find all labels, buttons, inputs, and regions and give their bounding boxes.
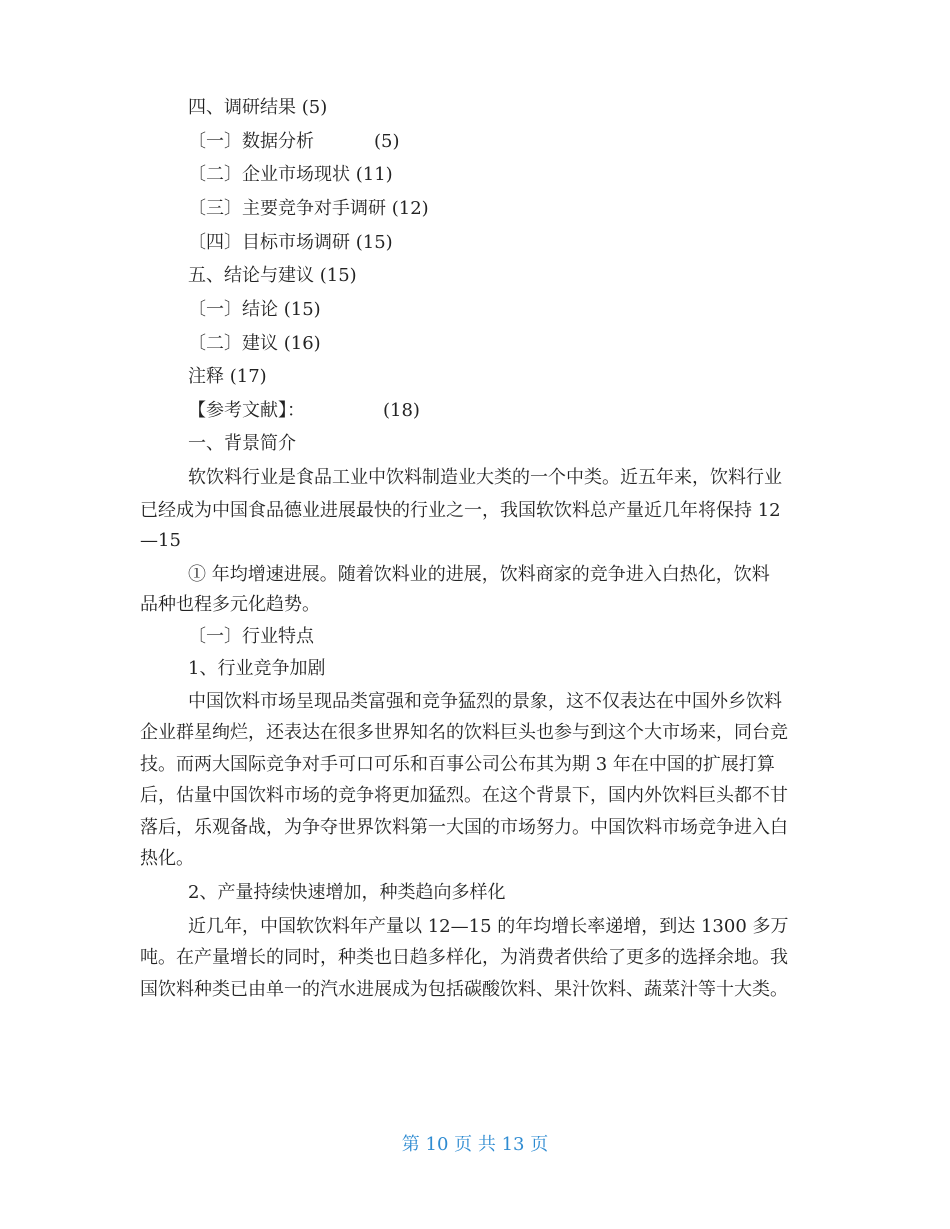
toc-entry: 〔四〕目标市场调研 (15): [188, 232, 393, 253]
paragraph-line: 技。而两大国际竞争对手可口可乐和百事公司公布其为期 3 年在中国的扩展打算: [140, 754, 775, 775]
item-heading: 2、产量持续快速增加，种类趋向多样化: [188, 882, 506, 903]
toc-entry: 〔二〕建议 (16): [188, 333, 321, 354]
paragraph-line: ① 年均增速进展。随着饮料业的进展，饮料商家的竞争进入白热化，饮料: [188, 564, 770, 585]
paragraph-line: 企业群星绚烂，还表达在很多世界知名的饮料巨头也参与到这个大市场来，同台竞: [140, 722, 788, 743]
item-heading: 1、行业竞争加剧: [188, 658, 326, 679]
toc-entry: 〔一〕结论 (15): [188, 299, 321, 320]
toc-entry: 五、结论与建议 (15): [188, 265, 357, 286]
paragraph-line: 后，估量中国饮料市场的竞争将更加猛烈。在这个背景下，国内外饮料巨头都不甘: [140, 785, 788, 806]
paragraph-line: —15: [140, 530, 181, 551]
paragraph-line: 中国饮料市场呈现品类富强和竞争猛烈的景象，这不仅表达在中国外乡饮料: [188, 691, 782, 712]
toc-entry: 〔二〕企业市场现状 (11): [188, 164, 393, 185]
toc-entry: 〔一〕数据分析 (5): [188, 131, 400, 152]
toc-entry: 【参考文献】： (18): [188, 400, 420, 421]
paragraph-line: 近几年，中国软饮料年产量以 12—15 的年均增长率递增，到达 1300 多万: [188, 916, 789, 937]
paragraph-line: 已经成为中国食品德业进展最快的行业之一，我国软饮料总产量近几年将保持 12: [140, 500, 781, 521]
page-number-footer: 第 10 页 共 13 页: [401, 1134, 549, 1155]
paragraph-line: 国饮料种类已由单一的汽水进展成为包括碳酸饮料、果汁饮料、蔬菜汁等十大类。: [140, 979, 788, 1000]
paragraph-line: 落后，乐观备战，为争夺世界饮料第一大国的市场努力。中国饮料市场竞争进入白: [140, 817, 788, 838]
paragraph-line: 吨。在产量增长的同时，种类也日趋多样化，为消费者供给了更多的选择余地。我: [140, 947, 788, 968]
paragraph-line: 软饮料行业是食品工业中饮料制造业大类的一个中类。近五年来，饮料行业: [188, 467, 782, 488]
section-heading: 一、背景简介: [188, 433, 296, 454]
toc-entry: 注释 (17): [188, 366, 267, 387]
toc-entry: 〔三〕主要竞争对手调研 (12): [188, 198, 429, 219]
paragraph-line: 热化。: [140, 848, 194, 869]
subsection-heading: 〔一〕行业特点: [188, 626, 314, 647]
paragraph-line: 品种也程多元化趋势。: [140, 594, 320, 615]
toc-entry: 四、调研结果 (5): [188, 97, 328, 118]
